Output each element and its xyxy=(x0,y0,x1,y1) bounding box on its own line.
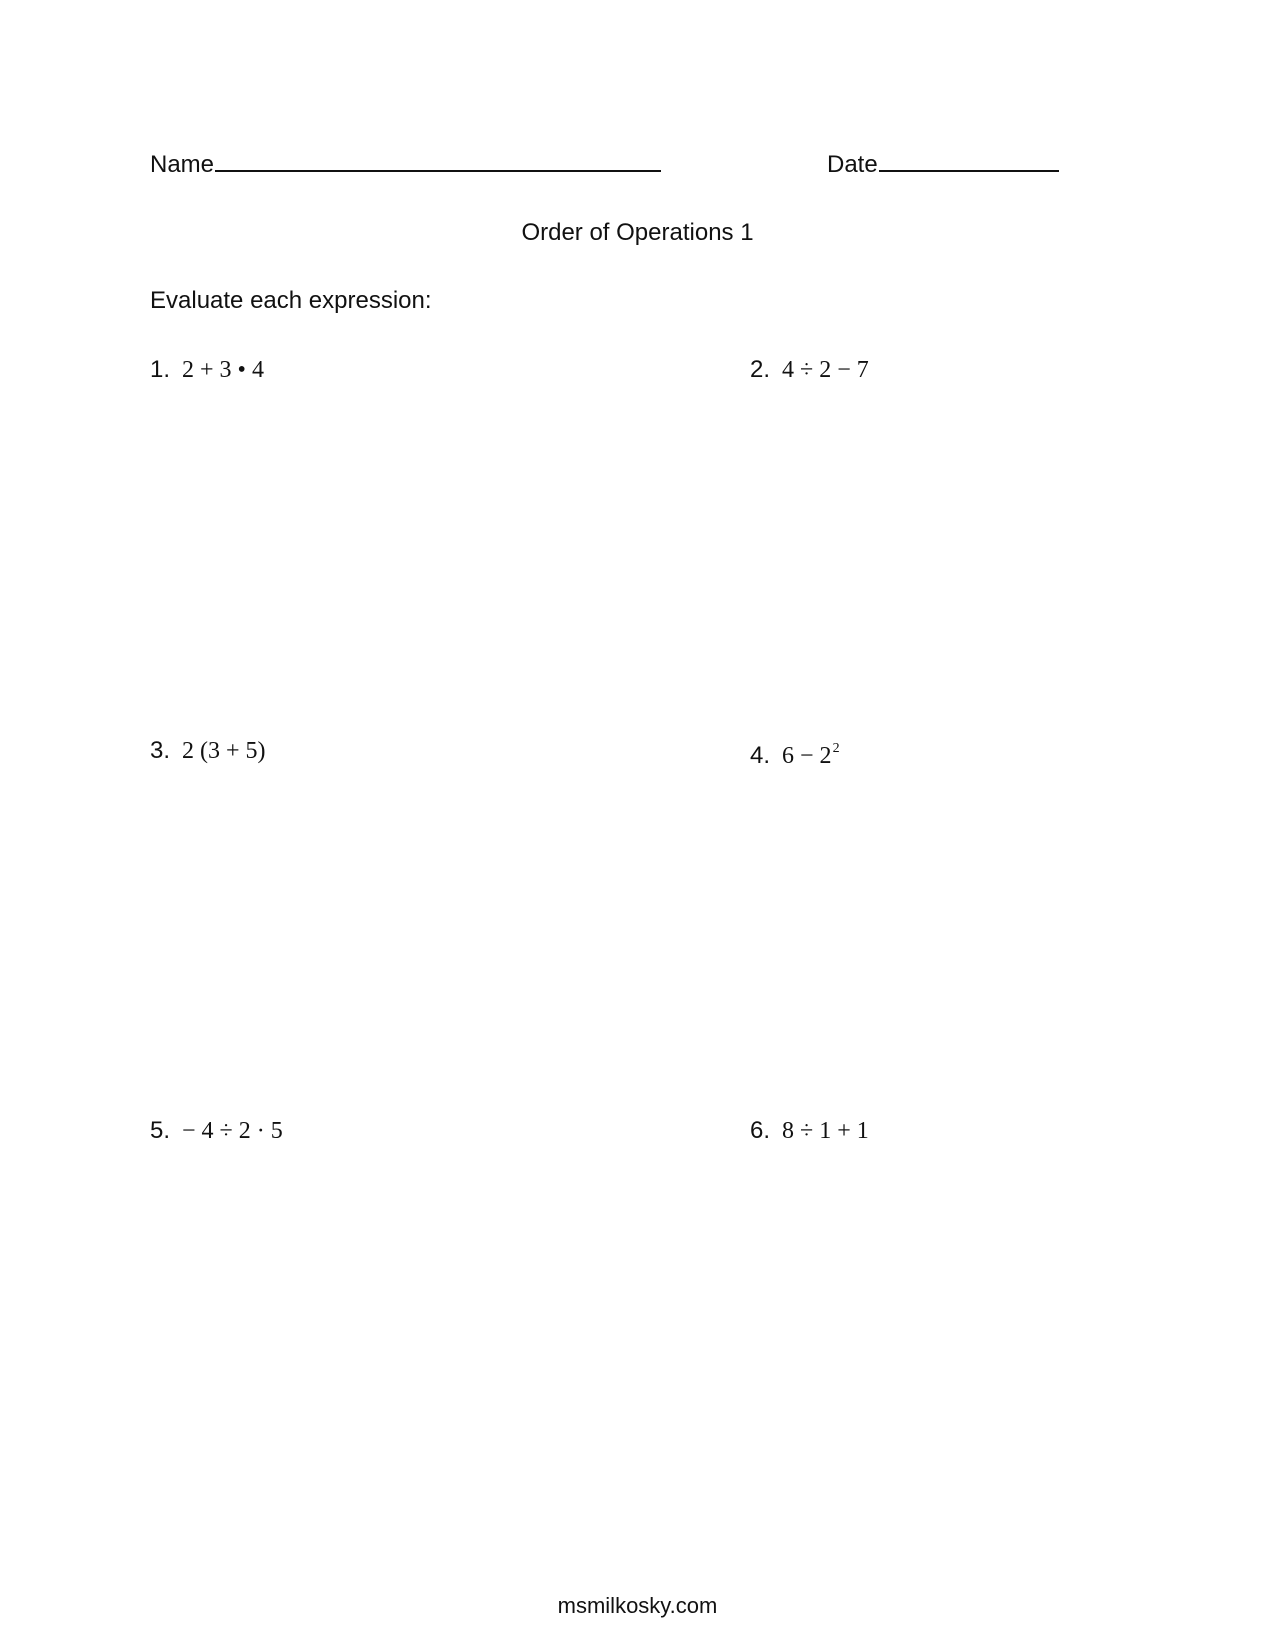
name-field[interactable] xyxy=(150,148,661,179)
problem-number: 6. xyxy=(750,1117,771,1144)
problem-5 xyxy=(150,1117,283,1148)
problem-expression xyxy=(782,743,840,769)
problem-number: 3. xyxy=(150,737,171,764)
expression-base: 6 − 2 xyxy=(782,743,832,769)
problem-expression: 8 ÷ 1 + 1 xyxy=(782,1118,869,1144)
problem-1 xyxy=(150,356,264,387)
date-label: Date xyxy=(827,151,878,178)
date-blank-line[interactable] xyxy=(879,148,1059,172)
worksheet-title: Order of Operations 1 xyxy=(521,219,754,246)
problem-2 xyxy=(750,356,869,387)
problem-expression: 2 (3 + 5) xyxy=(182,738,266,764)
problem-number: 5. xyxy=(150,1117,171,1144)
exponent: 2 xyxy=(832,741,840,756)
problem-4 xyxy=(750,737,840,773)
problem-number: 2. xyxy=(750,356,771,383)
problem-expression: 2 + 3 • 4 xyxy=(182,357,264,383)
problem-number: 1. xyxy=(150,356,171,383)
name-blank-line[interactable] xyxy=(215,148,661,172)
date-field[interactable] xyxy=(827,148,1059,179)
name-label: Name xyxy=(150,151,215,178)
footer-website: msmilkosky.com xyxy=(557,1593,718,1618)
problem-expression: 4 ÷ 2 − 7 xyxy=(782,357,869,383)
problem-3 xyxy=(150,737,266,768)
problem-6 xyxy=(750,1117,869,1148)
instructions: Evaluate each expression: xyxy=(150,287,432,314)
problem-expression: − 4 ÷ 2 · 5 xyxy=(182,1118,283,1144)
problem-number: 4. xyxy=(750,742,771,769)
